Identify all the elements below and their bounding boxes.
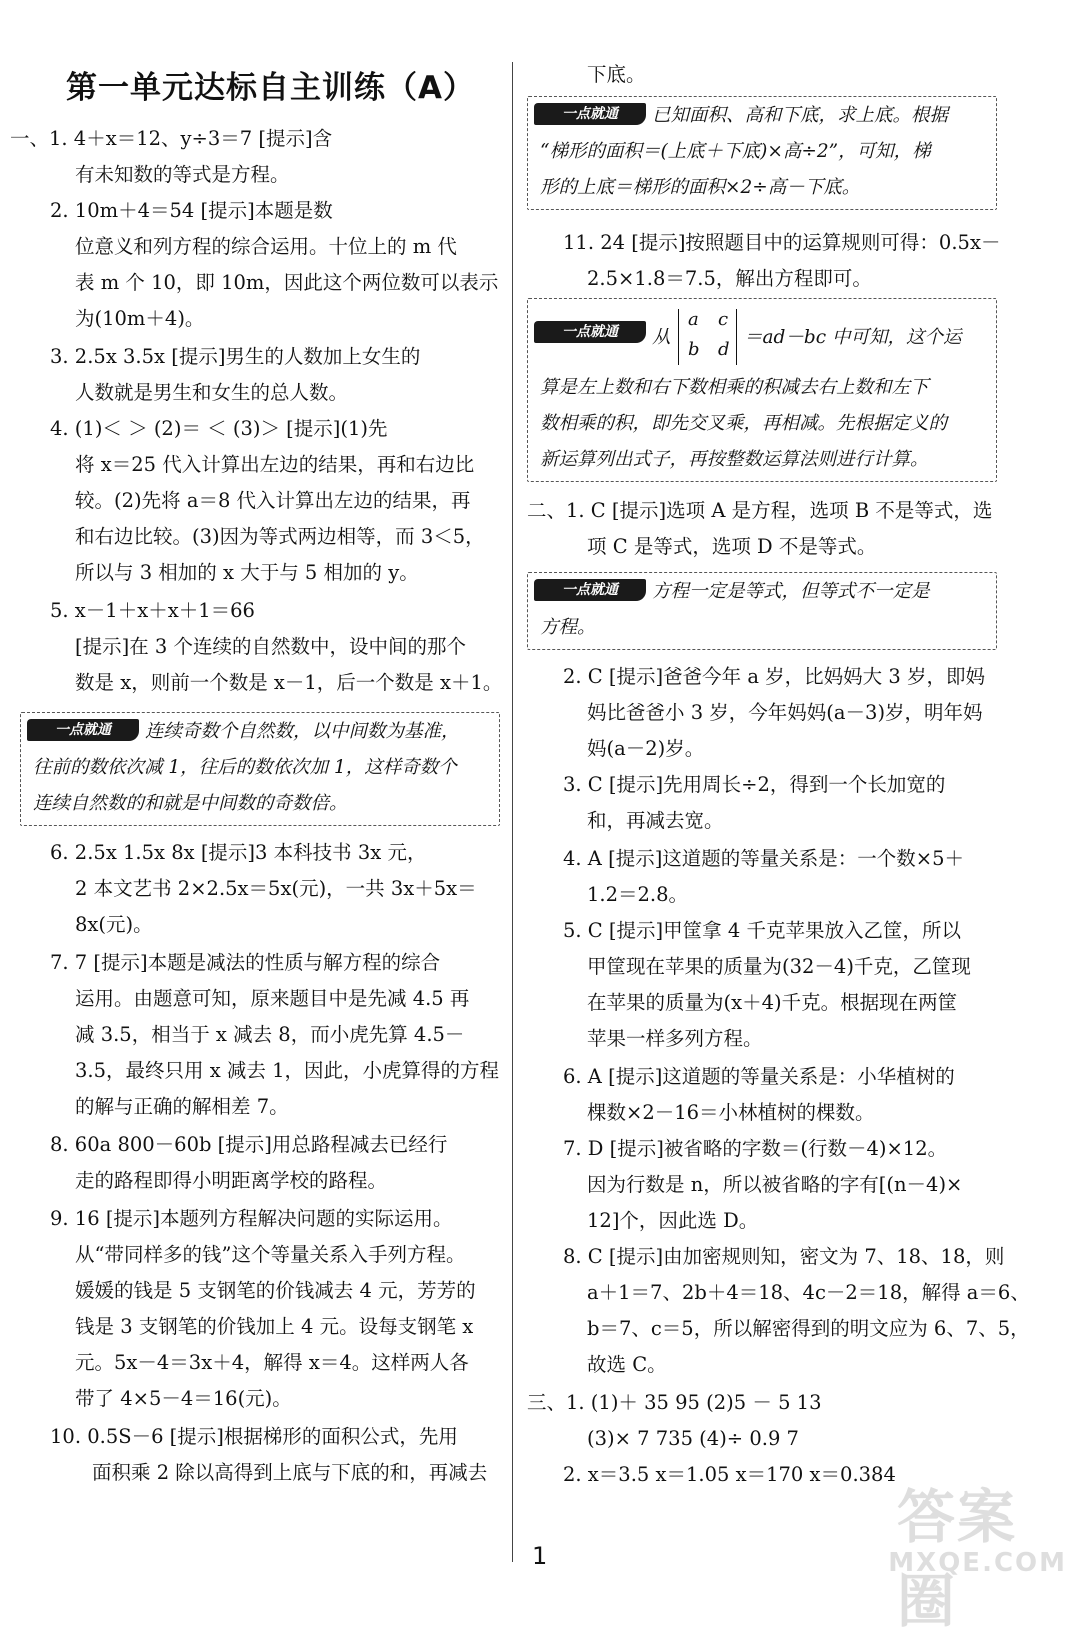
page-title: 第一单元达标自主训练（A） bbox=[66, 70, 475, 106]
answer-line: 5. x－1＋x＋x＋1＝66 bbox=[50, 599, 255, 622]
answer-line: 二、1. C [提示]选项 A 是方程，选项 B 不是等式，选 bbox=[527, 499, 993, 522]
answer-line: 9. 16 [提示]本题列方程解决问题的实际运用。 bbox=[50, 1207, 453, 1230]
answer-line: 所以与 3 相加的 x 大于与 5 相加的 y。 bbox=[75, 561, 419, 584]
answer-line: 一、1. 4＋x＝12、y÷3＝7 [提示]含 bbox=[10, 127, 333, 150]
answer-line: [提示]在 3 个连续的自然数中，设中间的那个 bbox=[75, 635, 467, 658]
answer-line: 和右边比较。(3)因为等式两边相等，而 3＜5， bbox=[75, 525, 485, 548]
answer-line: 妈比爸爸小 3 岁，今年妈妈(a－3)岁，明年妈 bbox=[587, 701, 983, 724]
page-number: 1 bbox=[532, 1542, 548, 1570]
tip-line: 方程一定是等式，但等式不一定是 bbox=[652, 581, 930, 602]
tip-line: 已知面积、高和下底，求上底。根据 bbox=[652, 105, 949, 126]
answer-line: 12]个，因此选 D。 bbox=[587, 1209, 759, 1232]
tip-line: ＝ad－bc 中可知，这个运 bbox=[744, 327, 962, 348]
tip-box-right-2 bbox=[527, 298, 997, 482]
watermark-logo-text: 答案圈 bbox=[897, 1483, 1018, 1635]
tip-line: 连续奇数个自然数，以中间数为基准， bbox=[145, 721, 460, 742]
answer-line: 3. C [提示]先用周长÷2，得到一个长加宽的 bbox=[563, 773, 946, 796]
tip-box-right-3 bbox=[527, 572, 997, 650]
answer-line: b＝7、c＝5，所以解密得到的明文应为 6、7、5， bbox=[587, 1317, 1030, 1340]
determinant-bar-right bbox=[736, 309, 737, 365]
answer-line: 10. 0.5S－6 [提示]根据梯形的面积公式，先用 bbox=[50, 1425, 458, 1448]
answer-line: 6. 2.5x 1.5x 8x [提示]3 本科技书 3x 元， bbox=[50, 841, 427, 864]
tip-line: 新运算列出式子，再按整数运算法则进行计算。 bbox=[540, 449, 929, 470]
answer-line: 钱是 3 支钢笔的价钱加上 4 元。设每支钢笔 x bbox=[75, 1315, 474, 1338]
answer-line: 数是 x，则前一个数是 x－1，后一个数是 x＋1。 bbox=[75, 671, 503, 694]
answer-line: 2.5×1.8＝7.5，解出方程即可。 bbox=[587, 267, 872, 290]
answer-line: 故选 C。 bbox=[587, 1353, 667, 1376]
tip-badge: 一点就通 bbox=[534, 103, 646, 125]
tip-lead: 从 bbox=[652, 327, 671, 348]
answer-line: 因为行数是 n，所以被省略的字有[(n－4)× bbox=[587, 1173, 963, 1196]
answer-line: 较。(2)先将 a＝8 代入计算出左边的结果，再 bbox=[75, 489, 471, 512]
determinant-entry: a bbox=[688, 309, 699, 330]
answer-line: 3. 2.5x 3.5x [提示]男生的人数加上女生的 bbox=[50, 345, 421, 368]
answer-line: 1.2＝2.8。 bbox=[587, 883, 689, 906]
answer-line: 妈(a－2)岁。 bbox=[587, 737, 705, 760]
answer-line: 元。5x－4＝3x＋4，解得 x＝4。这样两人各 bbox=[75, 1351, 469, 1374]
answer-line: 8. C [提示]由加密规则知，密文为 7、18、18，则 bbox=[563, 1245, 1005, 1268]
answer-line: 走的路程即得小明距离学校的路程。 bbox=[75, 1169, 388, 1192]
answer-line: 11. 24 [提示]按照题目中的运算规则可得：0.5x－ bbox=[563, 231, 1001, 254]
tip-line: 数相乘的积，即先交叉乘，再相减。先根据定义的 bbox=[540, 413, 948, 434]
answer-line: 苹果一样多列方程。 bbox=[587, 1027, 763, 1050]
answer-line: 的解与正确的解相差 7。 bbox=[75, 1095, 289, 1118]
answer-line: 将 x＝25 代入计算出左边的结果，再和右边比 bbox=[75, 453, 475, 476]
tip-line: 方程。 bbox=[540, 617, 596, 638]
answer-line: 7. 7 [提示]本题是减法的性质与解方程的综合 bbox=[50, 951, 441, 974]
determinant bbox=[678, 309, 738, 365]
determinant-entry: c bbox=[718, 309, 729, 330]
answer-line: 2 本文艺书 2×2.5x＝5x(元)，一共 3x＋5x＝ bbox=[75, 877, 477, 900]
answer-line: 有未知数的等式是方程。 bbox=[75, 163, 290, 186]
tip-box-left bbox=[20, 712, 500, 826]
answer-line: 三、1. (1)＋ 35 95 (2)5 － 5 13 bbox=[527, 1391, 822, 1414]
answer-line: 7. D [提示]被省略的字数＝(行数－4)×12。 bbox=[563, 1137, 948, 1160]
answer-line: 4. (1)＜ ＞ (2)＝ ＜ (3)＞ [提示](1)先 bbox=[50, 417, 388, 440]
answer-line: 运用。由题意可知，原来题目中是先减 4.5 再 bbox=[75, 987, 470, 1010]
answer-line: 2. x＝3.5 x＝1.05 x＝170 x＝0.384 bbox=[563, 1463, 896, 1486]
answer-line: 减 3.5，相当于 x 减去 8，而小虎先算 4.5－ bbox=[75, 1023, 465, 1046]
tip-badge: 一点就通 bbox=[27, 719, 139, 741]
answer-line: 表 m 个 10，即 10m，因此这个两位数可以表示 bbox=[75, 271, 499, 294]
answer-line: 带了 4×5－4＝16(元)。 bbox=[75, 1387, 292, 1410]
answer-line: a＋1＝7、2b＋4＝18、4c－2＝18，解得 a＝6、 bbox=[587, 1281, 1030, 1304]
answer-line: 面积乘 2 除以高得到上底与下底的和，再减去 bbox=[92, 1461, 488, 1484]
watermark bbox=[888, 1470, 1067, 1635]
answer-line: 位意义和列方程的综合运用。十位上的 m 代 bbox=[75, 235, 457, 258]
answer-line: 棵数×2－16＝小林植树的棵数。 bbox=[587, 1101, 875, 1124]
column-divider bbox=[512, 62, 513, 1562]
answer-line: 为(10m＋4)。 bbox=[75, 307, 205, 330]
tip-line: 形的上底＝梯形的面积×2÷高－下底。 bbox=[540, 177, 861, 198]
answer-line: 甲筐现在苹果的质量为(32－4)千克，乙筐现 bbox=[587, 955, 971, 978]
tip-line: 连续自然数的和就是中间数的奇数倍。 bbox=[33, 793, 348, 814]
tip-line: 算是左上数和右下数相乘的积减去右上数和左下 bbox=[540, 377, 929, 398]
answer-line: 下底。 bbox=[587, 63, 646, 86]
answer-line: (3)× 7 735 (4)÷ 0.9 7 bbox=[587, 1427, 799, 1450]
tip-box-right-1 bbox=[527, 96, 997, 210]
tip-line: “梯形的面积＝(上底＋下底)×高÷2”，可知，梯 bbox=[540, 141, 931, 162]
determinant-entry: d bbox=[718, 339, 730, 360]
answer-line: 从“带同样多的钱”这个等量关系入手列方程。 bbox=[75, 1243, 466, 1266]
determinant-entry: b bbox=[688, 339, 700, 360]
answer-line: 8x(元)。 bbox=[75, 913, 153, 936]
tip-badge: 一点就通 bbox=[534, 579, 646, 601]
answer-line: 媛媛的钱是 5 支钢笔的价钱减去 4 元，芳芳的 bbox=[75, 1279, 476, 1302]
watermark-url: MXQE.COM bbox=[888, 1548, 1067, 1578]
answer-line: 2. 10m＋4＝54 [提示]本题是数 bbox=[50, 199, 333, 222]
answer-line: 4. A [提示]这道题的等量关系是：一个数×5＋ bbox=[563, 847, 965, 870]
answer-line: 在苹果的质量为(x＋4)千克。根据现在两筐 bbox=[587, 991, 958, 1014]
answer-line: 和，再减去宽。 bbox=[587, 809, 724, 832]
answer-line: 项 C 是等式，选项 D 不是等式。 bbox=[587, 535, 877, 558]
answer-line: 5. C [提示]甲筐拿 4 千克苹果放入乙筐，所以 bbox=[563, 919, 961, 942]
tip-badge: 一点就通 bbox=[534, 321, 646, 343]
answer-line: 8. 60a 800－60b [提示]用总路程减去已经行 bbox=[50, 1133, 448, 1156]
tip-line: 往前的数依次减 1，往后的数依次加 1，这样奇数个 bbox=[33, 757, 457, 778]
answer-line: 人数就是男生和女生的总人数。 bbox=[75, 381, 349, 404]
answer-line: 3.5，最终只用 x 减去 1，因此，小虎算得的方程 bbox=[75, 1059, 500, 1082]
determinant-bar-left bbox=[678, 309, 679, 365]
answer-line: 6. A [提示]这道题的等量关系是：小华植树的 bbox=[563, 1065, 955, 1088]
answer-line: 2. C [提示]爸爸今年 a 岁，比妈妈大 3 岁，即妈 bbox=[563, 665, 985, 688]
